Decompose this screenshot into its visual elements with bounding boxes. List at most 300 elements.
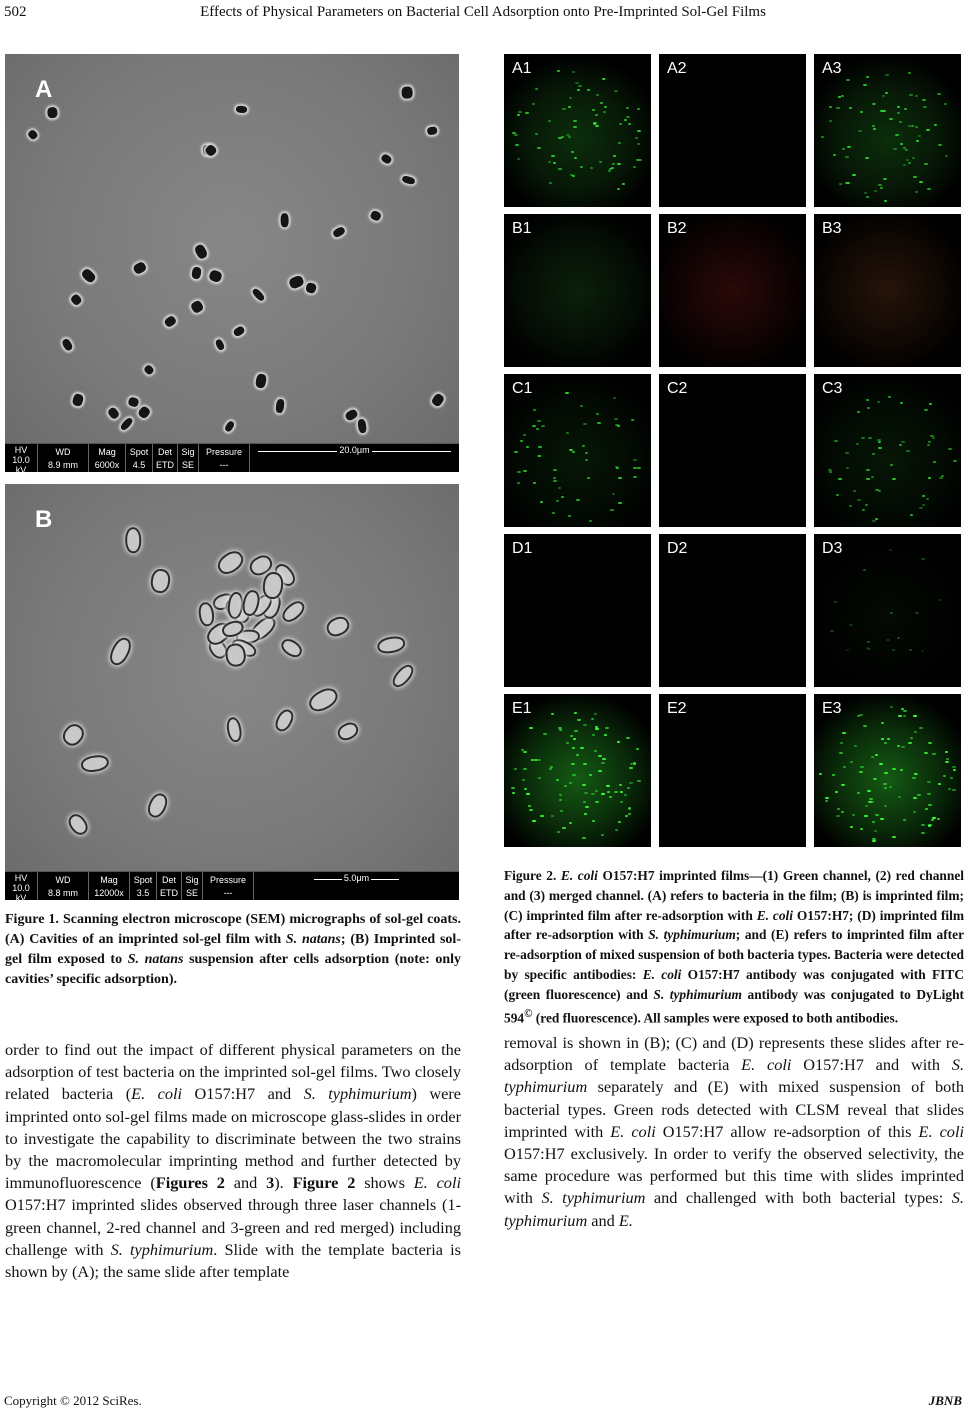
hv-label: HV [14, 445, 28, 455]
fluorescence-panel-e1 [504, 694, 651, 847]
fluorescent-bacterium [838, 478, 842, 480]
fluorescence-panel-c3 [814, 374, 961, 527]
fluorescent-bacterium [608, 170, 611, 172]
caption-text: ; and (E) refers to imprinted film after re-adsorption of mixed suspension of both bacteria types. Bacteria were detected by specific antibodies: [504, 927, 965, 982]
fluorescent-bacterium [893, 148, 897, 150]
fluorescent-bacterium [903, 819, 906, 821]
panel-label: A3 [822, 60, 842, 77]
fluorescent-bacterium [595, 125, 599, 127]
species-name: E. coli [610, 1121, 656, 1141]
fluorescent-bacterium [573, 120, 577, 122]
cavity [72, 393, 85, 407]
fluorescent-bacterium [829, 120, 832, 122]
fluorescent-bacterium [859, 771, 863, 773]
fluorescent-bacterium [830, 630, 834, 632]
cavity [143, 363, 155, 375]
cavity [287, 275, 304, 290]
fluorescent-bacterium [899, 121, 902, 123]
fluorescent-bacterium [591, 793, 595, 795]
fluorescent-bacterium [633, 467, 637, 469]
figure-ref[interactable]: Figures 2 [155, 1173, 225, 1193]
body-text: ) were imprinted onto sol-gel films made on microscope glass-slides in order to investigate the capability to discriminate between the two strains by the macromolecular imprinting method and further detected by immunofluorescence ( [5, 1084, 462, 1193]
fluorescent-bacterium [575, 82, 579, 84]
fluorescent-bacterium [597, 422, 601, 424]
fluorescent-bacterium [881, 722, 884, 724]
hv-label: HV [14, 873, 28, 883]
fluorescent-bacterium [853, 490, 856, 492]
fluorescent-bacterium [614, 90, 618, 92]
fluorescence-panel-d2 [659, 534, 806, 687]
body-text: order to find out the impact of different physical parameters on the adsorption of test bacteria on the imprinted sol-gel films. Two closely related bacteria ( [5, 1040, 461, 1104]
fluorescent-bacterium [921, 824, 925, 826]
copyright-notice: Copyright © 2012 SciRes. [4, 1393, 142, 1408]
fluorescent-bacterium [897, 745, 900, 747]
fluorescent-bacterium [572, 71, 575, 73]
fluorescent-bacterium [931, 819, 934, 821]
fluorescent-bacterium [938, 783, 941, 785]
species-name: S. typhimurium [504, 1188, 964, 1230]
fluorescent-bacterium [557, 70, 560, 72]
cavity [401, 175, 415, 186]
fluorescent-bacterium [559, 729, 562, 731]
det-label: Det [161, 874, 176, 885]
caption-text: ; (B) Imprinted sol-gel film exposed to [5, 932, 461, 967]
fluorescent-bacterium [906, 450, 910, 452]
fluorescent-bacterium [838, 96, 841, 98]
fluorescent-bacterium [595, 801, 599, 803]
panel-label: C3 [822, 380, 843, 397]
fluorescent-bacterium [899, 444, 902, 446]
caption-species: S. typhimurium [653, 986, 742, 1002]
spot-label: Spot [129, 446, 149, 457]
fluorescent-bacterium [537, 147, 541, 149]
cavity [235, 106, 246, 114]
fluorescent-bacterium [566, 134, 570, 136]
panel-label: E3 [822, 700, 842, 717]
fluorescent-bacterium [922, 495, 925, 497]
cavity [127, 396, 139, 407]
body-text: O157:H7 exclusively. In order to verify the observed selectivity, the same procedure was performed but this time with slides imprinted with [504, 1144, 964, 1208]
fluorescent-bacterium [626, 116, 630, 118]
body-text: O157:H7 imprinted slides observed through three laser channels (1-green channel, 2-red channel and 3-green and red merged) including challenge with [5, 1195, 461, 1259]
fluorescent-bacterium [572, 175, 575, 177]
fluorescence-grid [504, 54, 962, 848]
fluorescence-panel-c2 [659, 374, 806, 527]
panel-label: E2 [667, 700, 687, 717]
fluorescent-bacterium [872, 453, 875, 455]
fluorescent-bacterium [892, 478, 896, 480]
fluorescent-bacterium [867, 790, 871, 792]
fluorescence-panel-b2 [659, 214, 806, 367]
pressure-label: Pressure [205, 446, 242, 457]
fluorescent-bacterium [534, 759, 538, 761]
fluorescent-bacterium [602, 78, 605, 80]
panel-label: B2 [667, 220, 687, 237]
panel-label: A2 [667, 60, 687, 77]
fluorescent-bacterium [875, 814, 879, 816]
fluorescent-bacterium [614, 418, 618, 420]
bacterium [127, 529, 140, 551]
pressure-value: --- [223, 887, 233, 898]
fluorescence-panel-a2 [659, 54, 806, 207]
spot-value: 3.5 [136, 887, 150, 898]
cavity [402, 86, 413, 98]
fluorescent-bacterium [922, 504, 925, 506]
species-name: E. coli [741, 1055, 792, 1075]
fluorescent-bacterium [635, 137, 638, 139]
bacterium [275, 710, 294, 732]
fluorescent-bacterium [952, 766, 956, 768]
body-text: . Slide with the template bacteria is shown by (A); the same slide after template [5, 1239, 461, 1282]
fluorescent-bacterium [511, 787, 515, 789]
cavity [133, 261, 148, 275]
body-text: removal is shown in (B); (C) and (D) represents these slides after re-adsorption of template bacteria [504, 1033, 964, 1075]
fluorescent-bacterium [883, 178, 887, 180]
fluorescent-bacterium [867, 407, 870, 409]
fluorescent-bacterium [836, 815, 840, 817]
fluorescent-bacterium [620, 801, 623, 803]
species-name: S. typhimurium [303, 1084, 412, 1104]
fluorescent-bacterium [618, 502, 622, 504]
cavity [275, 399, 285, 415]
sem-micrograph-a [5, 54, 459, 472]
figure-ref[interactable]: 3 [266, 1173, 275, 1193]
fluorescent-bacterium [825, 797, 829, 799]
fluorescent-bacterium [598, 755, 602, 757]
fluorescent-bacterium [869, 798, 873, 800]
fluorescent-bacterium [618, 142, 621, 144]
fluorescent-bacterium [916, 140, 919, 142]
fluorescent-bacterium [912, 777, 916, 779]
fluorescent-bacterium [526, 793, 530, 795]
body-text: O157:H7 and with [791, 1055, 952, 1075]
fluorescent-bacterium [514, 451, 518, 453]
fluorescent-bacterium [849, 107, 852, 109]
scale-bar-label: 5.0μm [343, 873, 370, 883]
caption-text: O157:H7 antibody was conjugated with FITC (green fluorescence) and [504, 966, 964, 1002]
fluorescent-bacterium [933, 461, 936, 463]
caption-species: E. coli [560, 868, 598, 883]
fluorescent-bacterium [573, 126, 577, 128]
fluorescent-bacterium [637, 467, 641, 469]
fluorescent-bacterium [927, 781, 931, 783]
fluorescent-bacterium [910, 737, 913, 739]
fluorescent-bacterium [900, 143, 903, 145]
fluorescent-bacterium [873, 778, 877, 780]
fluorescent-bacterium [617, 163, 621, 165]
cavity [194, 244, 209, 261]
caption-species: E. coli [756, 907, 793, 923]
bacterium [281, 638, 302, 657]
fluorescent-bacterium [630, 763, 633, 765]
fluorescent-bacterium [850, 761, 853, 763]
cavity [224, 420, 236, 433]
fluorescent-bacterium [571, 763, 575, 765]
fluorescent-bacterium [540, 815, 544, 817]
fluorescent-bacterium [892, 649, 895, 651]
fluorescent-bacterium [553, 480, 557, 482]
sem-info-bar-a [5, 443, 459, 472]
fluorescent-bacterium [568, 136, 571, 138]
fluorescent-bacterium [553, 469, 557, 471]
fluorescent-bacterium [863, 84, 867, 86]
pressure-label: Pressure [209, 874, 246, 885]
fluorescent-bacterium [589, 774, 592, 776]
fluorescent-bacterium [842, 732, 846, 734]
fluorescence-panel-d3 [814, 534, 961, 687]
fluorescence-panel-e3 [814, 694, 961, 847]
caption-text: O157:H7 imprinted films—(1) Green channel, (2) red channel and (3) merged channel. (A) refers to bacteria in the film; (B) is imprinted film; (C) imprinted film after re-adsorption with [504, 868, 964, 923]
body-text: O157:H7 and [182, 1084, 304, 1104]
cavity [255, 373, 267, 388]
cavity [431, 392, 446, 407]
fluorescence-panel-d1 [504, 534, 651, 687]
fluorescent-bacterium [585, 459, 588, 461]
fluorescent-bacterium [625, 815, 628, 817]
running-title: Effects of Physical Parameters on Bacterial Cell Adsorption onto Pre-Imprinted Sol-Gel Films [200, 4, 766, 20]
fluorescent-bacterium [631, 419, 634, 421]
fluorescent-bacterium [884, 772, 888, 774]
fluorescent-bacterium [605, 727, 609, 729]
fluorescent-bacterium [583, 801, 586, 803]
fluorescent-bacterium [528, 805, 531, 807]
fluorescent-bacterium [872, 125, 875, 127]
fluorescent-bacterium [924, 752, 928, 754]
fluorescent-bacterium [908, 742, 912, 744]
fluorescent-bacterium [558, 137, 562, 139]
mag-label: Mag [100, 874, 118, 885]
fluorescent-bacterium [618, 477, 622, 479]
fluorescent-bacterium [952, 789, 956, 791]
fluorescent-bacterium [840, 742, 843, 744]
figure-ref[interactable]: Figure 2 [292, 1173, 356, 1193]
body-text-left [5, 1039, 461, 1283]
cavity [70, 294, 83, 307]
fluorescent-bacterium [590, 167, 593, 169]
page-header [0, 2, 966, 24]
body-text: and [587, 1210, 619, 1230]
fluorescent-bacterium [857, 792, 860, 794]
fluorescent-bacterium [566, 742, 569, 744]
fluorescent-bacterium [568, 515, 571, 517]
bacterium [308, 687, 338, 713]
fluorescent-bacterium [559, 799, 562, 801]
cavity [137, 405, 152, 420]
fluorescent-bacterium [624, 119, 627, 121]
fluorescent-bacterium [599, 161, 602, 163]
mag-value: 6000x [94, 459, 120, 470]
fluorescent-bacterium [887, 738, 890, 740]
fluorescent-bacterium [837, 808, 840, 810]
fluorescent-bacterium [569, 822, 572, 824]
fluorescent-bacterium [553, 162, 556, 164]
fluorescent-bacterium [865, 805, 868, 807]
body-text-right [504, 1032, 964, 1232]
fluorescent-bacterium [948, 448, 952, 450]
fluorescent-bacterium [582, 784, 586, 786]
bacterium [227, 645, 245, 666]
sem-info-bar-b [5, 871, 459, 900]
det-value: ETD [156, 459, 174, 470]
det-label: Det [157, 446, 172, 457]
fluorescent-bacterium [845, 156, 849, 158]
fluorescent-bacterium [913, 715, 917, 717]
fluorescent-bacterium [948, 788, 951, 790]
fluorescent-bacterium [921, 558, 925, 560]
fluorescent-bacterium [637, 780, 641, 782]
fluorescent-bacterium [612, 163, 615, 165]
fluorescent-bacterium [905, 149, 908, 151]
fluorescent-bacterium [875, 754, 878, 756]
fluorescent-bacterium [591, 718, 594, 720]
figure1-caption [5, 910, 461, 990]
cavity [357, 418, 367, 433]
sem-micrograph-b [5, 484, 459, 900]
fluorescent-bacterium [515, 144, 519, 146]
panel-label: B1 [512, 220, 532, 237]
bacterium [327, 616, 350, 637]
fluorescent-bacterium [872, 520, 876, 522]
body-text: shows [355, 1173, 414, 1193]
cavity [426, 126, 437, 136]
cavity [107, 407, 121, 421]
fluorescent-bacterium [912, 157, 915, 159]
fluorescent-bacterium [582, 837, 586, 839]
fluorescent-bacterium [878, 447, 882, 449]
species-name: E. coli [413, 1173, 461, 1193]
fluorescent-bacterium [921, 650, 924, 652]
fluorescence-panel-e2 [659, 694, 806, 847]
cavity [163, 315, 177, 328]
scale-bar-a [250, 444, 459, 472]
fluorescent-bacterium [572, 747, 575, 749]
fluorescent-bacterium [880, 187, 883, 189]
fluorescent-bacterium [574, 157, 577, 159]
page-number: 502 [4, 4, 27, 20]
fluorescent-bacterium [562, 827, 566, 829]
fluorescent-bacterium [514, 768, 517, 770]
wd-label: WD [55, 874, 71, 885]
body-text: O157:H7 allow re-adsorption of this [655, 1121, 919, 1141]
cavity [252, 288, 267, 303]
fluorescent-bacterium [874, 830, 877, 832]
wd-label: WD [55, 446, 71, 457]
fluorescent-bacterium [619, 784, 622, 786]
fluorescent-bacterium [598, 770, 602, 772]
fluorescent-bacterium [872, 821, 875, 823]
cavity [191, 266, 202, 279]
fluorescent-bacterium [626, 737, 630, 739]
fluorescent-bacterium [819, 773, 822, 775]
fluorescent-bacterium [906, 159, 909, 161]
fluorescent-bacterium [898, 796, 901, 798]
fluorescent-bacterium [913, 797, 917, 799]
cavity [119, 417, 134, 432]
fluorescent-bacterium [637, 108, 640, 110]
fluorescent-bacterium [533, 409, 536, 411]
fluorescent-bacterium [924, 409, 928, 411]
fluorescent-bacterium [865, 157, 869, 159]
cavity [305, 282, 317, 295]
bacterium [200, 604, 214, 626]
fluorescent-bacterium [921, 832, 925, 834]
fluorescent-bacterium [911, 125, 914, 127]
fluorescent-bacterium [568, 106, 571, 108]
fluorescent-bacterium [939, 599, 942, 601]
spot-label: Spot [133, 874, 153, 885]
fluorescent-bacterium [878, 184, 882, 186]
cavity [344, 408, 359, 422]
species-name: E. [618, 1210, 633, 1230]
sig-label: Sig [185, 874, 199, 885]
fluorescent-bacterium [928, 477, 931, 479]
bacterium [263, 573, 281, 598]
fluorescent-bacterium [609, 796, 612, 798]
fluorescent-bacterium [928, 441, 931, 443]
bacterium [249, 555, 272, 577]
fluorescent-bacterium [615, 829, 618, 831]
panel-label: C2 [667, 380, 688, 397]
fluorescent-bacterium [537, 420, 541, 422]
fluorescent-bacterium [914, 773, 917, 775]
fluorescent-bacterium [861, 437, 865, 439]
cavity [380, 152, 393, 165]
mag-value: 12000x [94, 887, 124, 898]
fluorescent-bacterium [614, 791, 618, 793]
fluorescent-bacterium [895, 134, 899, 136]
fluorescent-bacterium [897, 637, 900, 639]
fluorescent-bacterium [517, 482, 520, 484]
cavity [232, 325, 246, 338]
fluorescent-bacterium [889, 549, 892, 551]
fluorescent-bacterium [917, 794, 921, 796]
fluorescent-bacterium [604, 106, 607, 108]
fluorescent-bacterium [944, 103, 947, 105]
fluorescent-bacterium [919, 507, 923, 509]
fluorescent-bacterium [943, 775, 946, 777]
bacterium [152, 570, 169, 591]
fluorescent-bacterium [620, 791, 623, 793]
fluorescent-bacterium [908, 162, 911, 164]
fluorescent-bacterium [914, 731, 917, 733]
fluorescent-bacterium [633, 476, 637, 478]
fluorescent-bacterium [892, 836, 896, 838]
fluorescent-bacterium [922, 99, 926, 101]
fluorescent-bacterium [863, 569, 866, 571]
cavity [60, 337, 73, 352]
panel-label: D1 [512, 540, 533, 557]
species-name: E. coli [131, 1084, 183, 1104]
fluorescent-bacterium [532, 820, 536, 822]
fluorescent-bacterium [526, 446, 529, 448]
bacterium [337, 722, 357, 740]
fluorescent-bacterium [866, 469, 870, 471]
fluorescent-bacterium [600, 102, 603, 104]
fluorescent-bacterium [913, 176, 917, 178]
fluorescent-bacterium [633, 166, 636, 168]
fluorescent-bacterium [910, 514, 913, 516]
fluorescent-bacterium [601, 793, 605, 795]
body-text: ). [274, 1173, 293, 1193]
fluorescent-bacterium [897, 106, 900, 108]
fluorescent-bacterium [569, 782, 572, 784]
fluorescent-bacterium [584, 792, 588, 794]
body-text: separately and (E) with mixed suspension of both bacterial types. Green rods detected with CLSM reveal that slides imprinted with [504, 1077, 964, 1141]
caption-species: S. natans [127, 952, 184, 967]
fluorescent-bacterium [879, 763, 883, 765]
det-value: ETD [160, 887, 178, 898]
hv-value: 10.0 kV [12, 455, 30, 472]
